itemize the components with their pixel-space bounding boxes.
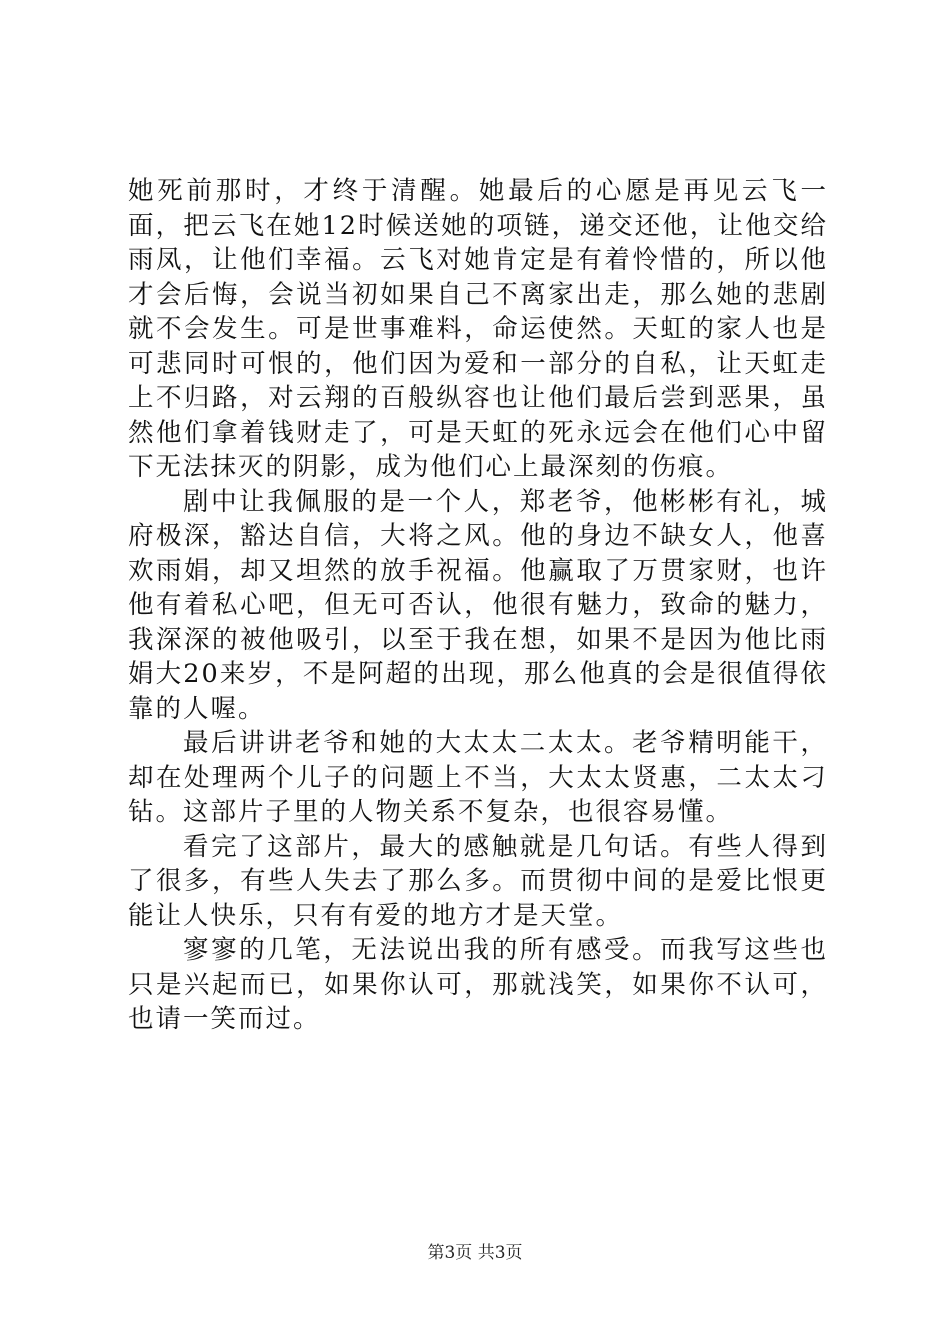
page-number-footer: 第3页 共3页 xyxy=(427,1243,523,1263)
document-body xyxy=(128,174,828,1037)
paragraph-3: 最后讲讲老爷和她的大太太二太太。老爷精明能干，却在处理两个儿子的问题上不当，大太太贤惠，二太太刁钻。这部片子里的人物关系不复杂，也很容易懂。 xyxy=(128,728,828,827)
paragraph-5: 寥寥的几笔，无法说出我的所有感受。而我写这些也只是兴起而已，如果你认可，那就浅笑，如果你不认可，也请一笑而过。 xyxy=(128,935,828,1034)
paragraph-1: 她死前那时，才终于清醒。她最后的心愿是再见云飞一面，把云飞在她12时候送她的项链，递交还他，让他交给雨凤，让他们幸福。云飞对她肯定是有着怜惜的，所以他才会后悔，会说当初如果自己不离家出走，那么她的悲剧就不会发生。可是世事难料，命运使然。天虹的家人也是可悲同时可恨的，他们因为爱和一部分的自私，让天虹走上不归路，对云翔的百般纵容也让他们最后尝到恶果，虽然他们拿着钱财走了，可是天虹的死永远会在他们心中留下无法抹灭的阴影，成为他们心上最深刻的伤痕。 xyxy=(128,176,828,482)
paragraph-2: 剧中让我佩服的是一个人，郑老爷，他彬彬有礼，城府极深，豁达自信，大将之风。他的身边不缺女人，他喜欢雨娟，却又坦然的放手祝福。他赢取了万贯家财，也许他有着私心吧，但无可否认，他很有魅力，致命的魅力，我深深的被他吸引，以至于我在想，如果不是因为他比雨娟大20来岁，不是阿超的出现，那么他真的会是很值得依靠的人喔。 xyxy=(128,486,828,724)
paragraph-4: 看完了这部片，最大的感触就是几句话。有些人得到了很多，有些人失去了那么多。而贯彻中间的是爱比恨更能让人快乐，只有有爱的地方才是天堂。 xyxy=(128,831,828,931)
